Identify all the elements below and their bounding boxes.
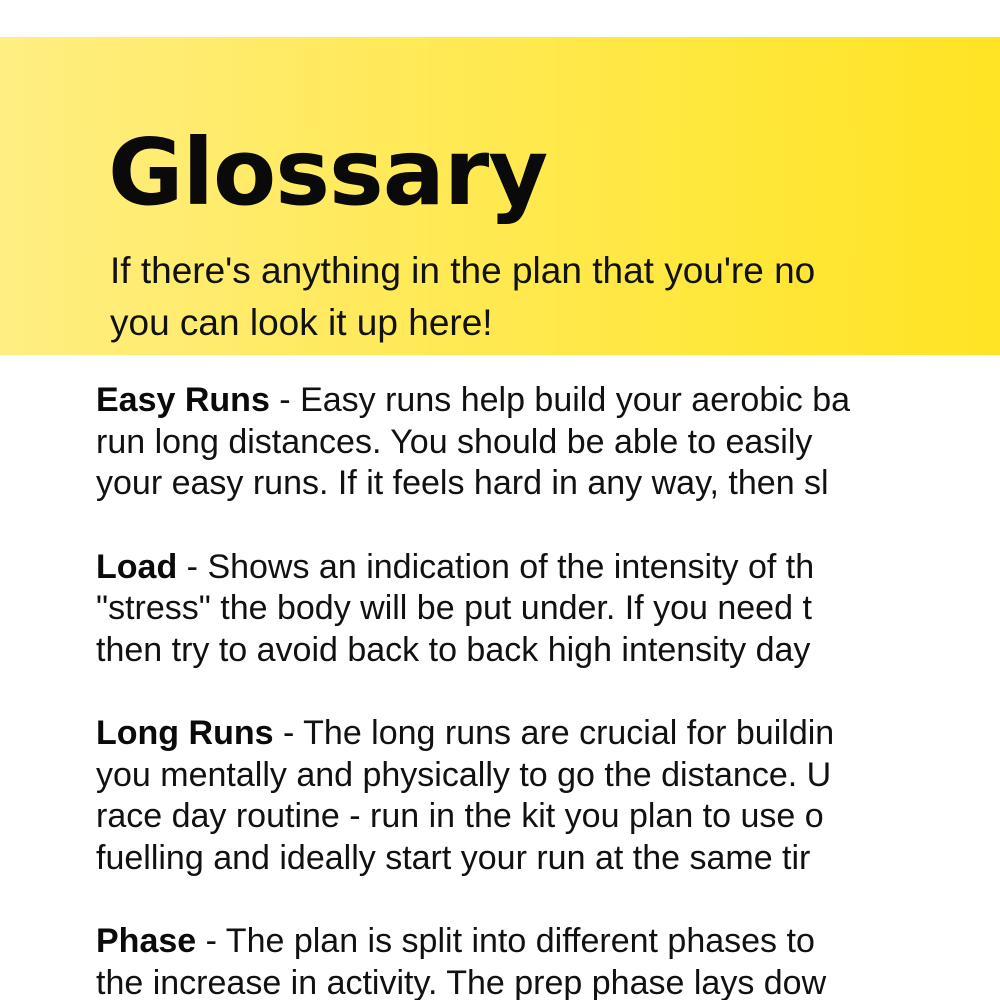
entry-line: run long distances. You should be able to easily <box>96 422 813 461</box>
glossary-entry-easy-runs <box>96 380 1000 505</box>
definition-text: Shows an indication of the intensity of th <box>207 547 815 586</box>
entry-line: fuelling and ideally start your run at the same tir <box>96 838 811 877</box>
entry-line <box>96 380 1000 422</box>
glossary-list <box>96 380 1000 1000</box>
entry-line: race day routine - run in the kit you plan to use o <box>96 797 824 835</box>
entry-line: you mentally and physically to go the distance. U <box>96 755 832 794</box>
definition-text: The long runs are crucial for buildin <box>303 714 835 752</box>
header-banner <box>0 37 1000 355</box>
glossary-term: Load <box>96 547 178 586</box>
glossary-term: Easy Runs <box>96 381 270 419</box>
entry-line: the increase in activity. The prep phase lays dow <box>96 963 827 1000</box>
entry-line: your easy runs. If it feels hard in any way, then sl <box>96 464 829 502</box>
definition-text: Easy runs help build your aerobic ba <box>300 381 851 419</box>
glossary-entry-phase <box>96 921 1000 1000</box>
term-separator: - <box>177 547 208 586</box>
glossary-term: Phase <box>96 922 197 960</box>
page-subtitle <box>110 245 815 349</box>
definition-text: The plan is split into different phases to <box>225 922 815 960</box>
glossary-entry-long-runs <box>96 713 1000 879</box>
entry-line: "stress" the body will be put under. If you need t <box>96 589 812 627</box>
term-separator: - <box>196 922 226 960</box>
entry-line <box>96 713 1000 755</box>
term-separator: - <box>273 714 304 752</box>
entry-line: then try to avoid back to back high intensity day <box>96 630 811 669</box>
glossary-entry-load <box>96 547 1000 672</box>
subtitle-line: If there's anything in the plan that you're no <box>110 250 816 291</box>
subtitle-line: you can look it up here! <box>110 302 493 343</box>
entry-line <box>96 921 1000 963</box>
entry-line <box>96 547 1000 589</box>
glossary-term: Long Runs <box>96 714 274 752</box>
term-separator: - <box>269 381 301 419</box>
page-title: Glossary <box>108 119 548 226</box>
